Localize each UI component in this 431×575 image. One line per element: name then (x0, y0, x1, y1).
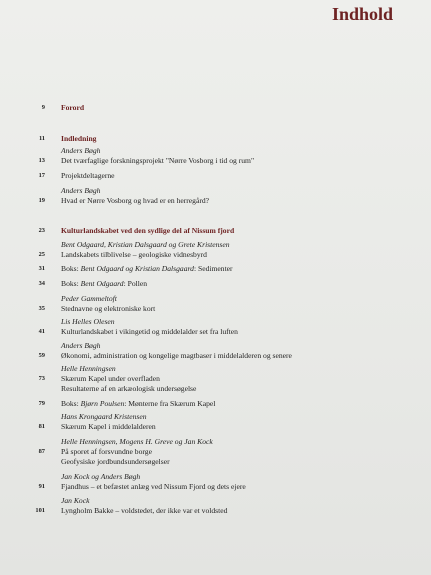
toc-entry-title: Lyngholm Bakke – voldstedet, der ikke var et voldsted (61, 506, 228, 515)
toc-page-number: 11 (38, 135, 45, 142)
toc-author-name: Jan Kock og Anders Bøgh (61, 472, 141, 481)
toc-entry-title: Landskabets tilblivelse – geologiske vidnesbyrd (61, 250, 207, 259)
toc-entry-title: Skærum Kapel under overfladen (61, 374, 160, 383)
box-prefix: Boks: (61, 399, 81, 408)
toc-box-entry (61, 279, 147, 289)
toc-page-number: 101 (35, 507, 45, 514)
toc-page-number: 59 (38, 352, 45, 359)
toc-entry-title: Det tværfaglige forskningsprojekt "Nørre Vosborg i tid og rum" (61, 156, 255, 165)
toc-section-title: Kulturlandskabet ved den sydlige del af Nissum fjord (61, 226, 235, 235)
box-title: : Sedimenter (193, 264, 233, 273)
toc-entry-title: Resultaterne af en arkæologisk undersøgelse (61, 384, 197, 393)
toc-box-entry (61, 399, 215, 409)
toc-entry-title: Geofysiske jordbundsundersøgelser (61, 457, 170, 466)
toc-page-number: 73 (38, 375, 45, 382)
box-prefix: Boks: (61, 264, 81, 273)
toc-author-name: Lis Helles Olesen (61, 317, 115, 326)
toc-page-number: 31 (38, 265, 45, 272)
toc-box-entry (61, 264, 233, 274)
toc-page-number: 79 (38, 400, 45, 407)
box-author: Bent Odgaard og Kristian Dalsgaard (80, 264, 194, 273)
toc-entry-title: Skærum Kapel i middelalderen (61, 422, 156, 431)
toc-page-number: 25 (38, 251, 45, 258)
toc-page-number: 17 (38, 172, 45, 179)
toc-page-number: 13 (38, 157, 45, 164)
toc-author-name: Jan Kock (61, 496, 90, 505)
toc-author-name: Anders Bøgh (61, 341, 101, 350)
toc-page-number: 34 (38, 280, 45, 287)
box-author: Bent Odgaard (80, 279, 124, 288)
toc-author-name: Anders Bøgh (61, 186, 101, 195)
toc-section-title: Indledning (61, 134, 97, 143)
box-title: : Pollen (123, 279, 148, 288)
toc-author-name: Hans Krongaard Kristensen (61, 412, 147, 421)
toc-entry-title: Projektdeltagerne (61, 171, 115, 180)
page-title: Indhold (331, 4, 393, 24)
toc-entry-title: Økonomi, administration og kongelige magtbaser i middelalderen og senere (61, 351, 292, 360)
toc-entry-title: Fjandhus – et befæstet anlæg ved Nissum Fjord og dets ejere (61, 482, 246, 491)
toc-entry-title: Stednavne og elektroniske kort (61, 304, 156, 313)
toc-page-number: 87 (38, 448, 45, 455)
toc-page-number: 9 (41, 104, 45, 111)
box-prefix: Boks: (61, 279, 81, 288)
toc-entry-title: På sporet af forsvundne borge (61, 447, 152, 456)
toc-author-name: Anders Bøgh (61, 146, 101, 155)
toc-author-name: Peder Gammeltoft (61, 294, 117, 303)
toc-entry-title: Hvad er Nørre Vosborg og hvad er en herregård? (61, 196, 210, 205)
toc-page-number: 35 (38, 305, 45, 312)
box-title: : Mønterne fra Skærum Kapel (124, 399, 216, 408)
toc-author-name: Bent Odgaard, Kristian Dalsgaard og Grete Kristensen (61, 240, 230, 249)
toc-page-number: 23 (38, 227, 45, 234)
toc-page-number: 19 (38, 197, 45, 204)
toc-page-number: 91 (38, 483, 45, 490)
toc-section-title: Forord (61, 103, 85, 112)
toc-author-name: Helle Henningsen, Mogens H. Greve og Jan Kock (61, 437, 213, 446)
toc-entry-title: Kulturlandskabet i vikingetid og middelalder set fra luften (61, 327, 238, 336)
box-author: Bjørn Poulsen (80, 399, 125, 408)
toc-page-number: 41 (38, 328, 45, 335)
toc-page-number: 81 (38, 423, 45, 430)
toc-author-name: Helle Henningsen (61, 364, 116, 373)
